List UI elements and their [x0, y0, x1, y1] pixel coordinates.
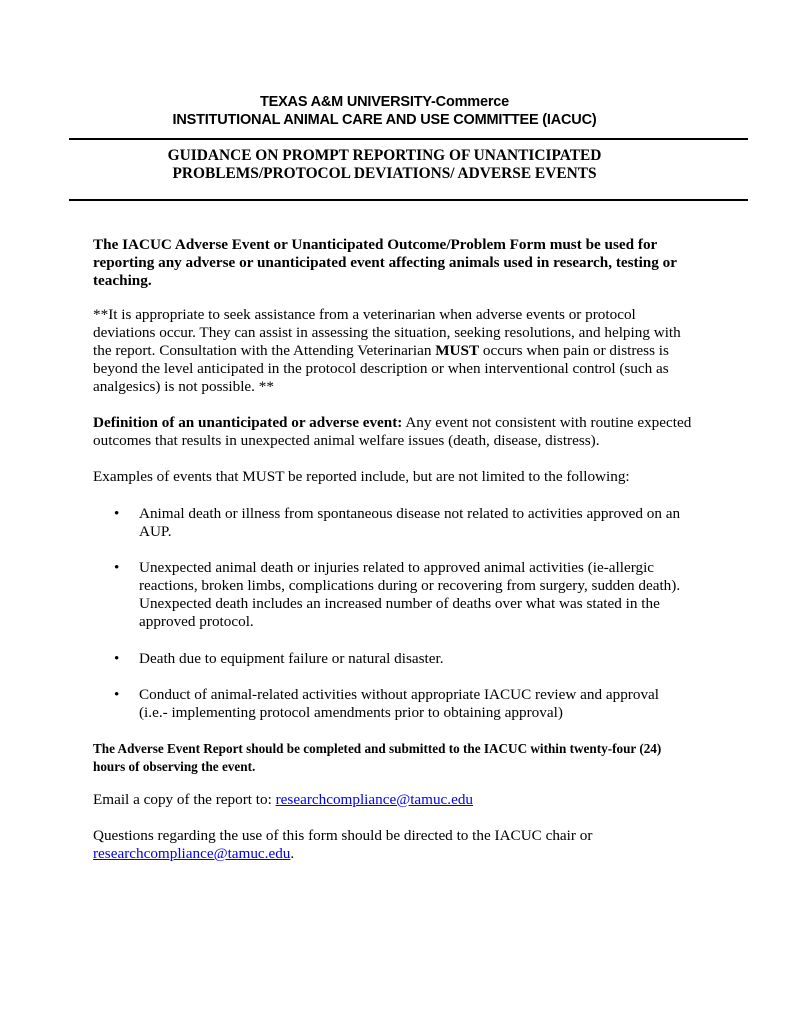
- must-emphasis: MUST: [435, 342, 480, 359]
- definition-text: Any event not consistent with routine expected outcomes that results in unexpected animal welfare issues (death, disease, distress).: [93, 414, 692, 449]
- assistance-text-end: occurs when pain or distress is beyond the level anticipated in the protocol description or when interventional control (such as analgesics) is not possible. **: [93, 342, 669, 395]
- email-link[interactable]: researchcompliance@tamuc.edu: [275, 791, 474, 808]
- committee-title: INSTITUTIONAL ANIMAL CARE AND USE COMMITTEE (IACUC): [172, 112, 597, 128]
- list-item-text: Death due to equipment failure or natural disaster.: [139, 650, 444, 667]
- definition-label: Definition of an unanticipated or adverse event:: [93, 414, 403, 431]
- questions-text: Questions regarding the use of this form should be directed to the IACUC chair or: [93, 827, 593, 844]
- email-paragraph: [93, 791, 693, 809]
- guidance-title-line2: PROBLEMS/PROTOCOL DEVIATIONS/ ADVERSE EVENTS: [172, 165, 597, 182]
- list-item-text: Conduct of animal-related activities without appropriate IACUC review and approval (i.e.- implementing protocol amendments prior to obtaining approval): [139, 686, 660, 721]
- bullet-icon: •: [114, 686, 120, 703]
- assistance-text-start: **It is appropriate to seek assistance from a veterinarian when adverse events or protocol deviations occur. They can assist in assessing the situation, seeking resolutions, and helping with the report. Consultation with the Attending Veterinarian: [93, 306, 681, 359]
- bullet-icon: •: [114, 559, 120, 576]
- university-title: TEXAS A&M UNIVERSITY-Commerce: [259, 94, 510, 110]
- questions-trailing: .: [290, 845, 295, 862]
- definition-paragraph: [93, 414, 693, 450]
- list-item-text: Unexpected animal death or injuries related to approved animal activities (ie-allergic reactions, broken limbs, complications during or recovering from surgery, sudden death). Unexpected death includes an increased number of deaths over what was stated in the approved protocol.: [139, 559, 681, 630]
- bullet-icon: •: [114, 650, 120, 667]
- examples-intro: Examples of events that MUST be reported include, but are not limited to the following:: [93, 468, 630, 485]
- assistance-paragraph: [93, 306, 693, 396]
- bullet-icon: •: [114, 505, 120, 522]
- top-divider: [69, 138, 748, 140]
- guidance-title-line1: GUIDANCE ON PROMPT REPORTING OF UNANTICIPATED: [167, 147, 602, 164]
- questions-paragraph: [93, 827, 693, 863]
- email-label: Email a copy of the report to:: [93, 791, 276, 808]
- list-item-text: Animal death or illness from spontaneous disease not related to activities approved on an AUP.: [139, 505, 681, 540]
- bottom-divider: [69, 199, 748, 201]
- report-deadline-notice: The Adverse Event Report should be completed and submitted to the IACUC within twenty-four (24) hours of observing the event.: [93, 741, 662, 774]
- questions-email-link[interactable]: researchcompliance@tamuc.edu: [93, 845, 291, 862]
- intro-paragraph: The IACUC Adverse Event or Unanticipated Outcome/Problem Form must be used for reporting any adverse or unanticipated event affecting animals used in research, testing or teaching.: [93, 236, 677, 289]
